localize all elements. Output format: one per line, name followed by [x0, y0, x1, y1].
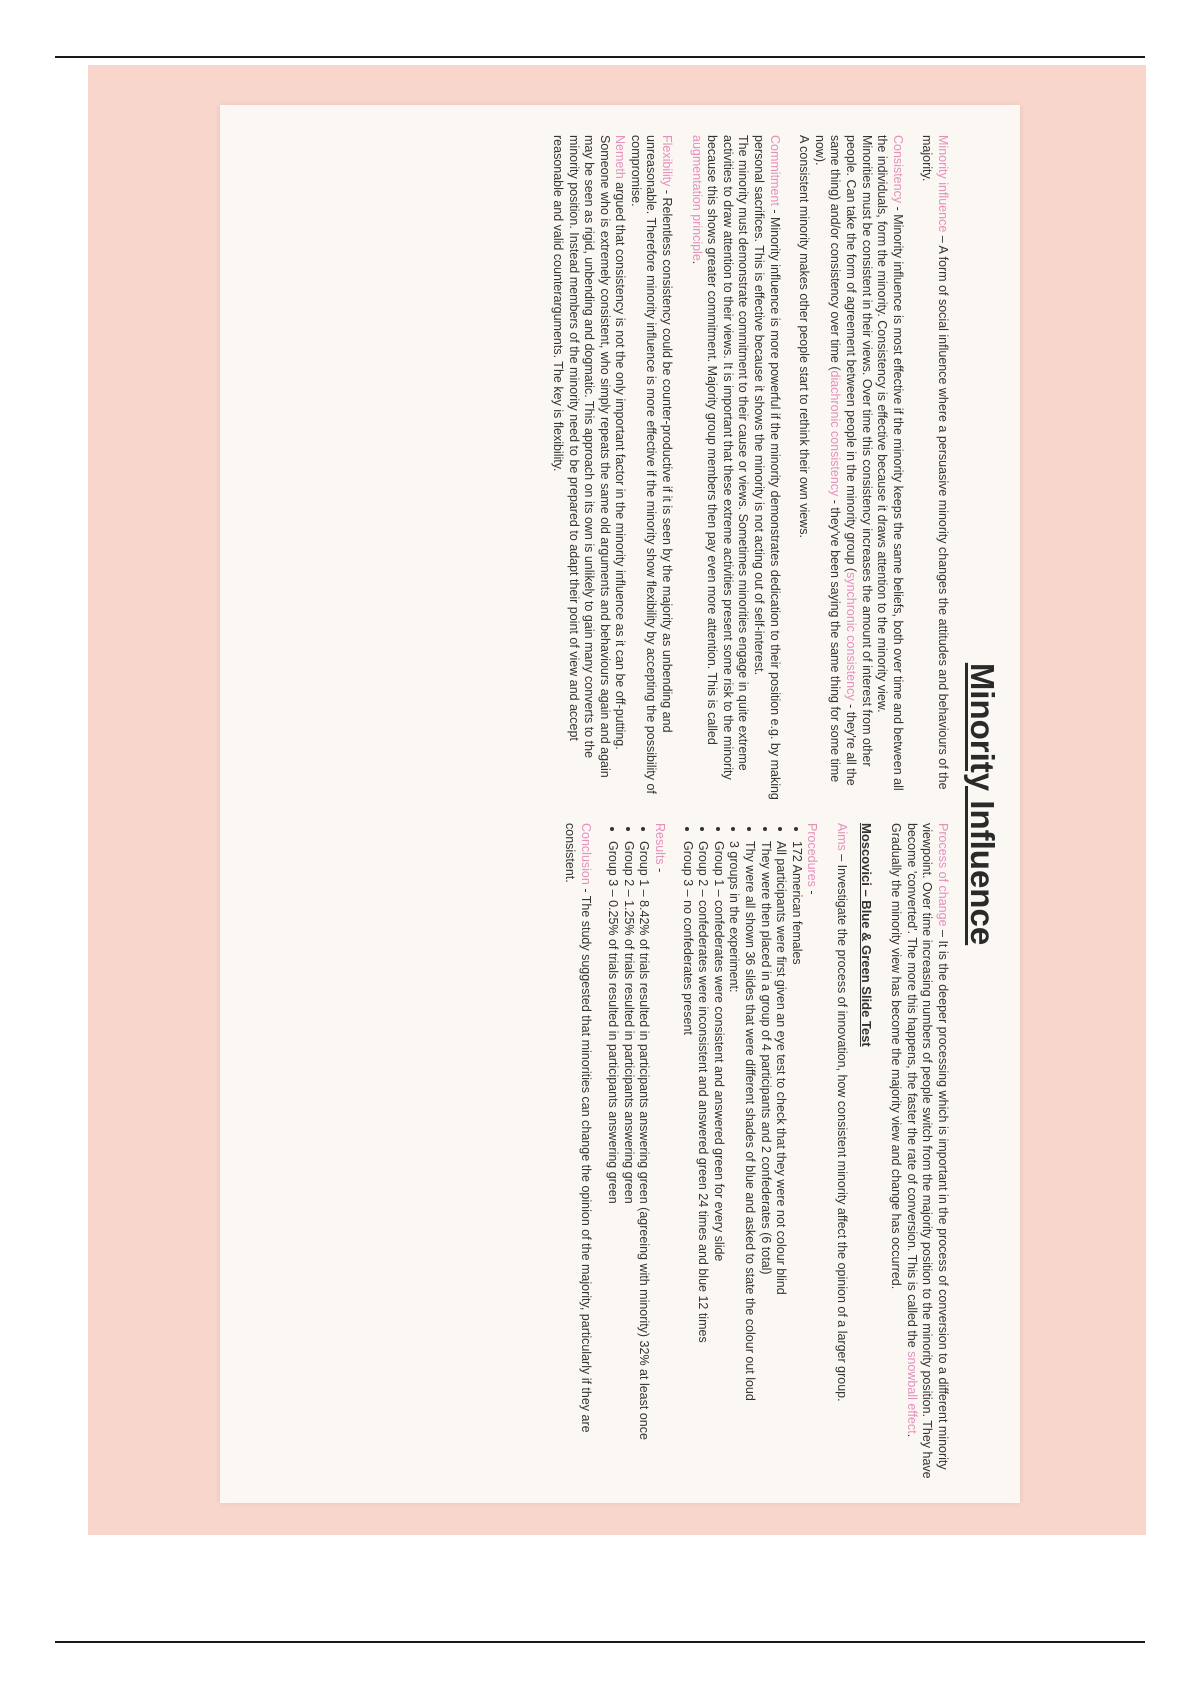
- list-item: • Group 2 – confederates were inconsistent and answered green 24 times and blue 12 times: [695, 841, 711, 1491]
- bottom-rule: [55, 1641, 1145, 1643]
- definition-minority-influence: Minority influence – A form of social influence where a persuasive minority changes the attitudes and behaviours of the majority.: [920, 135, 950, 790]
- list-item: • Group 2 – 1.25% of trials resulted in participants answering green: [620, 841, 636, 1491]
- left-column: [535, 135, 950, 800]
- section-process-of-change: Process of change – It is the deeper processing which is important in the process of conversion to a different minority viewpoint. Over time increasing numbers of people switch from the majority position to the minority position. They have become 'converted'. The more this happens, the faster the rate of conversion. This is called the snowball effect. Gradually the minority view has become the majority view and change has occurred.: [889, 823, 950, 1479]
- list-item: • Group 1 – confederates were consistent and answered green for every slide: [710, 841, 726, 1491]
- list-item: • Group 1 – 8.42% of trials resulted in participants answering green (agreeing with minority) 32% at least once: [636, 841, 652, 1491]
- list-item: • All participants were first given an eye test to check that they were not colour blind: [773, 841, 789, 1491]
- top-rule: [55, 56, 1145, 58]
- study-aims: Aims – Investigate the process of innovation, how consistent minority affect the opinion of a larger group.: [835, 823, 850, 1402]
- list-item: • Group 3 – no confederates present: [679, 841, 695, 1491]
- right-column: [548, 823, 950, 1491]
- section-flexibility: Flexibility - Relentless consistency could be counter-productive if it is seen by the majority as unbending and unreasonable. Therefore minority influence is more effective if the minority show flexibility by accepting the possibility of compromise. Nemeth argued that consistency is not the only important factor in the minority influence as it can be off-putting. Someone who is extremely consistent, who simply repeats the same old arguments and behaviours again and again may be seen as rigid, unbending and dogmatic. This approach on its own is unlikely to gain many converts to the minority position. Instead members of the minority need to be prepared to adapt their point of view and accept reasonable and valid counterarguments. The key is flexibility.: [550, 135, 675, 794]
- procedures-label: Procedures -: [805, 823, 820, 895]
- results-list: [605, 823, 652, 1491]
- list-item: • Thy were all shown 36 slides that were different shades of blue and asked to state the colour out loud: [741, 841, 757, 1491]
- list-item: • Group 3 – 0.25% of trials resulted in participants answering green: [605, 841, 621, 1491]
- procedures-list: [679, 823, 804, 1491]
- notes-sheet: [220, 105, 1020, 1503]
- section-consistency: Consistency - Minority influence is most effective if the minority keeps the same beliefs, both over time and between all the individuals, form the minority. Consistency is effective because it draws attention to the minority view. Minorities must be consistent in their views. Over time this consistency increases the amount of interest from other people. Can take the form of agreement between people in the minority group (synchronic consistency - they're all the same thing) and/or consistency over time (diachronic consistency - they've been saying the same thing for some time now). A consistent minority makes other people start to rethink their own views.: [797, 135, 905, 791]
- study-conclusion: Conclusion - The study suggested that minorities can change the opinion of the majority, particularly if they are consistent.: [563, 823, 593, 1433]
- notes-sheet-content: [220, 105, 1020, 1503]
- list-item: • 3 groups in the experiment:: [726, 841, 742, 1491]
- list-item: • They were then placed in a group of 4 participants and 2 confederates (6 total): [757, 841, 773, 1491]
- section-commitment: Commitment - Minority influence is more powerful if the minority demonstrates dedication to their position e.g. by making personal sacrifices. This is effective because it shows the minority is not acting out of self-interest. The minority must demonstrate commitment to their cause or views. Sometimes minorities engage in quite extreme activities to draw attention to their views. It is important that these extreme activities present some risk to the minority because this shows greater commitment. Majority group members then pay even more attention. This is called augmentation principle.: [689, 135, 782, 800]
- page-title: Minority Influence: [964, 662, 1001, 946]
- study-title: Moscovici – Blue & Green Slide Test: [858, 823, 874, 1047]
- list-item: • 172 American females: [788, 841, 804, 1491]
- results-label: Results -: [653, 823, 668, 873]
